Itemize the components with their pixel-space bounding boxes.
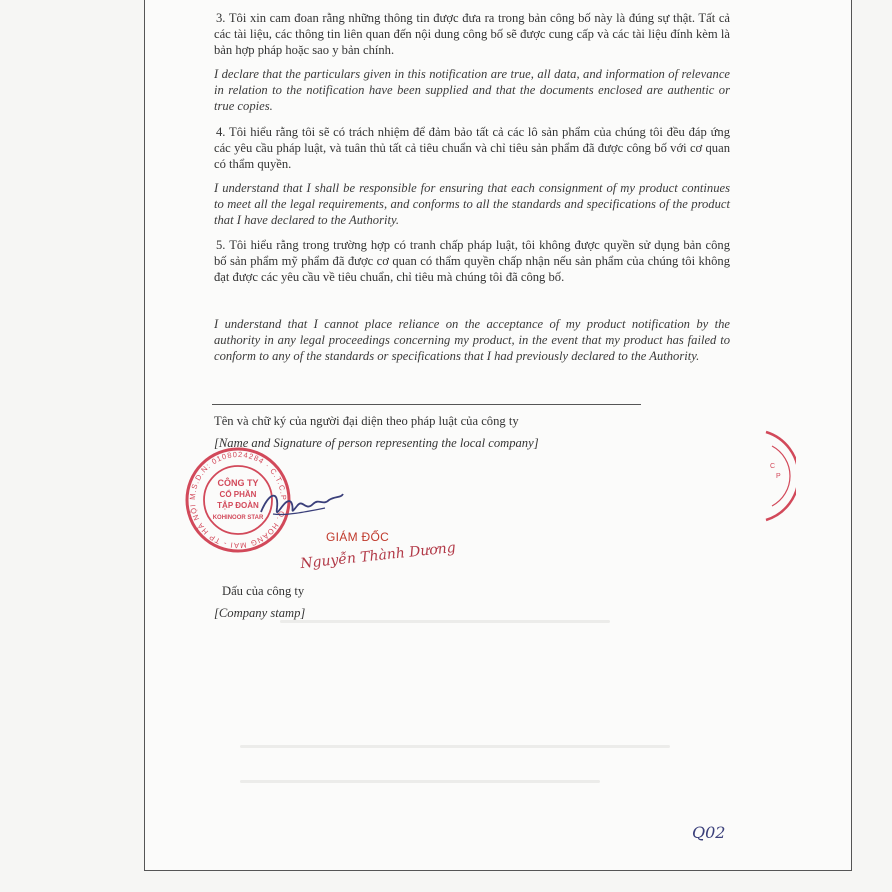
clause-4-vn: [214, 125, 730, 172]
clause-number: 4.: [216, 125, 226, 139]
clause-text: Tôi xin cam đoan rằng những thông tin được đưa ra trong bản công bố này là đúng sự thật. Tất cả các tài liệu, các thông tin liên quan đến nội dung công bố sẽ được cung cấp và các tài liệu đính kèm là bản hợp pháp hoặc sao y bản chính.: [214, 11, 731, 57]
svg-text:C: C: [770, 463, 776, 470]
stamp-line: CÔNG TY: [217, 478, 259, 488]
stamp-line: TẬP ĐOÀN: [217, 501, 259, 510]
stamp-line: KOHINOOR STAR: [212, 515, 264, 521]
clause-5-vn: [214, 238, 730, 285]
stamp-label-en: [Company stamp]: [214, 606, 306, 620]
signer-name: Nguyễn Thành Dương: [299, 539, 457, 573]
svg-text:P: P: [776, 473, 781, 480]
partial-stamp-edge: [756, 428, 796, 524]
bleed-through-mark: [240, 745, 670, 748]
bleed-through-mark: [240, 780, 600, 783]
clause-text: Tôi hiểu rằng tôi sẽ có trách nhiệm để đảm bảo tất cả các lô sản phẩm của chúng tôi đều đáp ứng các yêu cầu pháp luật, và tuân thủ tất cả tiêu chuẩn và chỉ tiêu sản phẩm đã được công bố với cơ quan có thẩm quyền.: [214, 125, 730, 171]
stamp-label-vn: Dấu của công ty: [222, 584, 305, 598]
clause-3-en: I declare that the particulars given in this notification are true, all data, and information of relevance in relation to the notification have been supplied and that the documents enclosed are authentic or true copies.: [214, 67, 730, 113]
signature-label-vn: Tên và chữ ký của người đại diện theo pháp luật của công ty: [214, 414, 519, 428]
clause-number: 3.: [216, 11, 226, 25]
signature-divider: [212, 404, 641, 405]
stamp-ring-text: M.S.D.N: 0108024284 · C.T.C.P · Q. HOÀNG MAI - TP HÀ NỘI: [187, 449, 289, 551]
handwritten-signature: [255, 482, 345, 532]
signer-title: GIÁM ĐỐC: [326, 530, 390, 544]
bleed-through-mark: [280, 620, 610, 623]
clause-3-vn: [214, 11, 730, 58]
handwritten-page-mark: [690, 818, 730, 846]
page-mark-text: Q02: [692, 823, 726, 842]
clause-4-en: I understand that I shall be responsible for ensuring that each consignment of my product continues to meet all the legal requirements, and conforms to all the standards and specifications of the product that I have declared to the Authority.: [214, 181, 730, 227]
clause-number: 5.: [216, 238, 226, 252]
clause-text: Tôi hiểu rằng trong trường hợp có tranh chấp pháp luật, tôi không được quyền sử dụng bản công bố sản phẩm mỹ phẩm đã được cơ quan có thẩm quyền chấp nhận nếu sản phẩm của chúng tôi không đạt được các yêu cầu về tiêu chuẩn, chỉ tiêu mà chúng tôi đã công bố.: [214, 238, 731, 284]
signature-label-en: [Name and Signature of person representing the local company]: [214, 436, 539, 450]
clause-5-en: I understand that I cannot place reliance on the acceptance of my product notification by the authority in any legal proceedings concerning my product, in the event that my product has failed to conform to any of the standards or specifications that I had previously declared to the Authority.: [214, 317, 730, 363]
stamp-line: CỔ PHẦN: [219, 490, 257, 499]
